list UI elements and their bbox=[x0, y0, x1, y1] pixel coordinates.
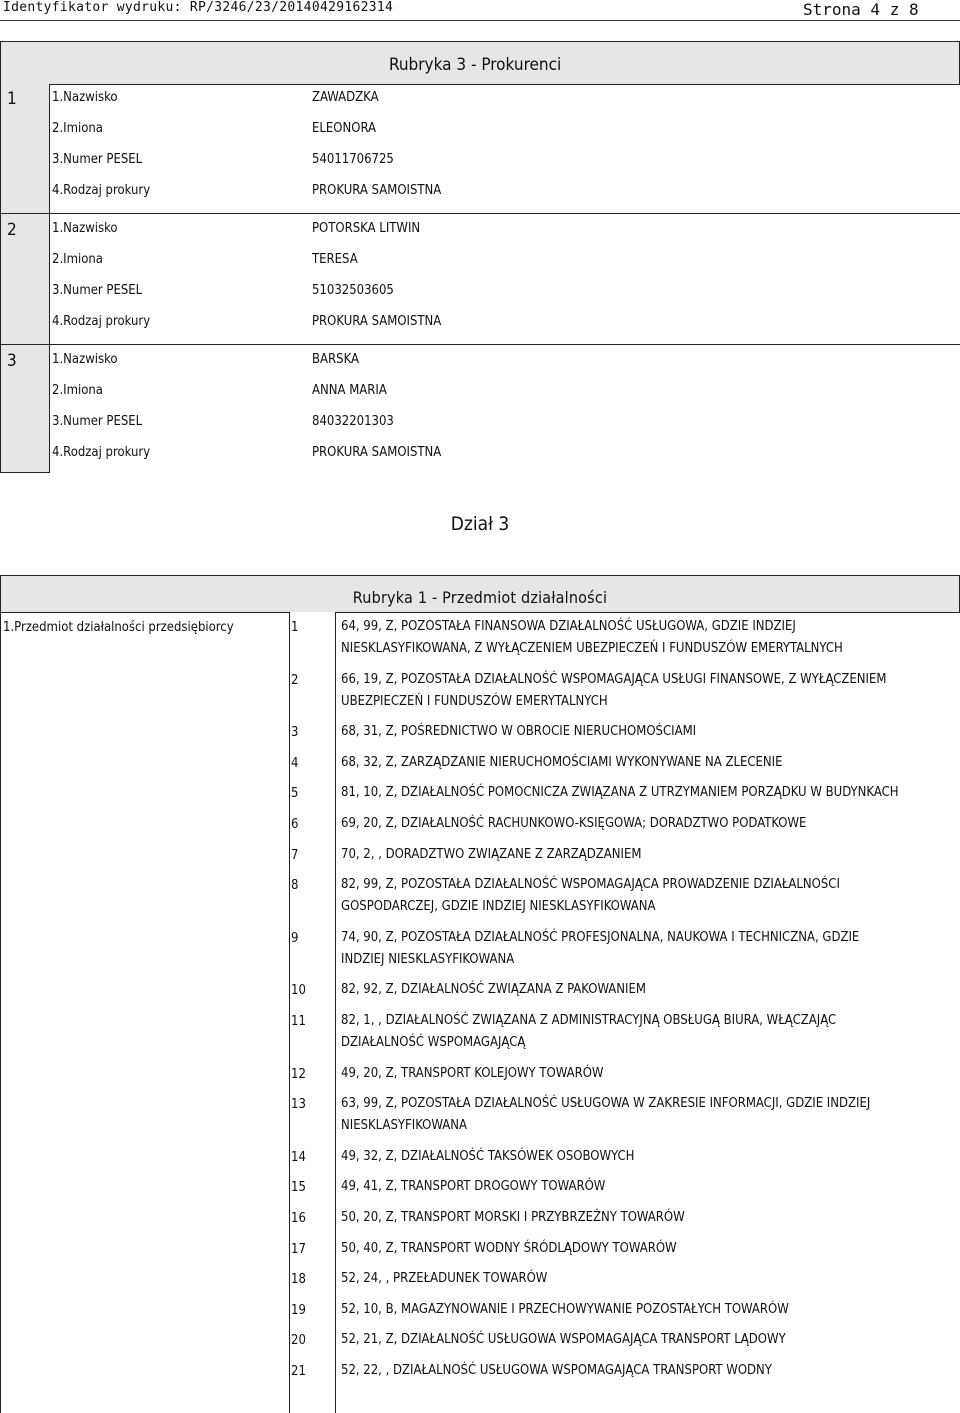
activity-description: 82, 1, , DZIAŁALNOŚĆ ZWIĄZANA Z ADMINISTRACYJNĄ OBSŁUGĄ BIURA, WŁĄCZAJĄC bbox=[341, 1013, 837, 1028]
activity-number: 18 bbox=[291, 1272, 306, 1288]
header-rule bbox=[0, 20, 960, 21]
rubryka3-title: Rubryka 3 - Prokurenci bbox=[389, 55, 562, 75]
page-number: Strona 4 z 8 bbox=[803, 0, 919, 19]
person-field-value: ELEONORA bbox=[312, 121, 377, 136]
activity-number: 5 bbox=[291, 786, 299, 802]
activity-number: 7 bbox=[291, 847, 299, 863]
person-field-label: 3.Numer PESEL bbox=[52, 152, 143, 167]
activity-description: UBEZPIECZEŃ I FUNDUSZÓW EMERYTALNYCH bbox=[341, 693, 608, 709]
activity-description: 81, 10, Z, DZIAŁALNOŚĆ POMOCNICZA ZWIĄZANA Z UTRZYMANIEM PORZĄDKU W BUDYNKACH bbox=[341, 785, 899, 801]
activity-description: 49, 20, Z, TRANSPORT KOLEJOWY TOWARÓW bbox=[341, 1065, 604, 1081]
rubryka1-title: Rubryka 1 - Przedmiot działalności bbox=[352, 588, 608, 607]
person-field-value: 54011706725 bbox=[312, 152, 394, 167]
activity-number: 1 bbox=[291, 620, 299, 635]
person-separator bbox=[0, 344, 49, 345]
person-field-label: 4.Rodzaj prokury bbox=[52, 445, 151, 460]
person-field-label: 1.Nazwisko bbox=[52, 90, 118, 105]
person-field-label: 3.Numer PESEL bbox=[52, 414, 143, 429]
activity-number: 11 bbox=[291, 1014, 306, 1029]
activity-number: 20 bbox=[291, 1333, 306, 1349]
rubryka3-content bbox=[49, 84, 960, 473]
activity-number: 2 bbox=[291, 672, 299, 688]
activity-description: 70, 2, , DORADZTWO ZWIĄZANE Z ZARZĄDZANIEM bbox=[341, 846, 642, 862]
activity-number: 17 bbox=[291, 1241, 306, 1257]
person-field-label: 2.Imiona bbox=[52, 121, 103, 136]
activity-description: DZIAŁALNOŚĆ WSPOMAGAJĄCĄ bbox=[341, 1035, 526, 1050]
person-field-label: 4.Rodzaj prokury bbox=[52, 314, 151, 329]
person-field-value: TERESA bbox=[312, 252, 358, 267]
activity-number: 21 bbox=[291, 1364, 306, 1379]
print-identifier: Identyfikator wydruku: RP/3246/23/20140429162314 bbox=[3, 0, 394, 15]
activity-number: 14 bbox=[291, 1149, 306, 1165]
activity-number: 6 bbox=[291, 817, 299, 832]
person-separator bbox=[49, 213, 960, 214]
activity-description: 68, 31, Z, POŚREDNICTWO W OBROCIE NIERUCHOMOŚCIAMI bbox=[341, 724, 697, 740]
person-field-label: 3.Numer PESEL bbox=[52, 283, 143, 298]
person-field-label: 1.Nazwisko bbox=[52, 352, 118, 367]
activity-description: 63, 99, Z, POZOSTAŁA DZIAŁALNOŚĆ USŁUGOWA W ZAKRESIE INFORMACJI, GDZIE INDZIEJ bbox=[341, 1096, 871, 1112]
activity-description: 52, 22, , DZIAŁALNOŚĆ USŁUGOWA WSPOMAGAJĄCA TRANSPORT WODNY bbox=[341, 1363, 772, 1378]
activity-description: 68, 32, Z, ZARZĄDZANIE NIERUCHOMOŚCIAMI WYKONYWANE NA ZLECENIE bbox=[341, 754, 783, 770]
section-title: Dział 3 bbox=[450, 513, 510, 535]
activity-description: 66, 19, Z, POZOSTAŁA DZIAŁALNOŚĆ WSPOMAGAJĄCA USŁUGI FINANSOWE, Z WYŁĄCZENIEM bbox=[341, 671, 887, 687]
activity-number: 8 bbox=[291, 878, 299, 894]
activity-number: 3 bbox=[291, 725, 299, 741]
activity-description: 50, 40, Z, TRANSPORT WODNY ŚRÓDLĄDOWY TOWARÓW bbox=[341, 1240, 677, 1256]
person-number: 1 bbox=[7, 89, 17, 109]
activity-description: NIESKLASYFIKOWANA bbox=[341, 1118, 467, 1134]
person-field-value: POTORSKA LITWIN bbox=[312, 221, 421, 236]
activity-description: 52, 10, B, MAGAZYNOWANIE I PRZECHOWYWANIE POZOSTAŁYCH TOWARÓW bbox=[341, 1301, 789, 1317]
person-field-value: PROKURA SAMOISTNA bbox=[312, 183, 442, 198]
activity-description: 52, 21, Z, DZIAŁALNOŚĆ USŁUGOWA WSPOMAGAJĄCA TRANSPORT LĄDOWY bbox=[341, 1332, 786, 1348]
person-field-label: 2.Imiona bbox=[52, 252, 103, 267]
activity-description: 69, 20, Z, DZIAŁALNOŚĆ RACHUNKOWO-KSIĘGOWA; DORADZTWO PODATKOWE bbox=[341, 816, 807, 831]
activity-number: 16 bbox=[291, 1211, 306, 1226]
person-field-value: 51032503605 bbox=[312, 283, 394, 298]
person-field-value: PROKURA SAMOISTNA bbox=[312, 445, 442, 460]
person-number: 2 bbox=[7, 220, 17, 240]
person-separator bbox=[0, 213, 49, 214]
activity-number: 13 bbox=[291, 1097, 306, 1113]
activity-description: 49, 32, Z, DZIAŁALNOŚĆ TAKSÓWEK OSOBOWYCH bbox=[341, 1148, 635, 1164]
activity-description: GOSPODARCZEJ, GDZIE INDZIEJ NIESKLASYFIKOWANA bbox=[341, 899, 656, 915]
activity-number: 9 bbox=[291, 930, 299, 946]
person-separator bbox=[49, 344, 960, 345]
person-field-value: PROKURA SAMOISTNA bbox=[312, 314, 442, 329]
person-number: 3 bbox=[7, 351, 17, 371]
activity-number: 15 bbox=[291, 1180, 306, 1196]
person-field-value: BARSKA bbox=[312, 352, 360, 367]
activity-description: INDZIEJ NIESKLASYFIKOWANA bbox=[341, 951, 515, 967]
field-label: 1.Przedmiot działalności przedsiębiorcy bbox=[3, 620, 234, 635]
person-field-label: 4.Rodzaj prokury bbox=[52, 183, 151, 198]
activity-number: 10 bbox=[291, 983, 306, 999]
person-field-value: ZAWADZKA bbox=[312, 90, 379, 105]
person-field-label: 2.Imiona bbox=[52, 383, 103, 398]
person-field-label: 1.Nazwisko bbox=[52, 221, 118, 236]
activity-number: 19 bbox=[291, 1302, 306, 1318]
activity-description: 64, 99, Z, POZOSTAŁA FINANSOWA DZIAŁALNOŚĆ USŁUGOWA, GDZIE INDZIEJ bbox=[341, 619, 796, 634]
activity-description: 52, 24, , PRZEŁADUNEK TOWARÓW bbox=[341, 1271, 548, 1287]
person-field-value: ANNA MARIA bbox=[312, 383, 387, 398]
activity-description: NIESKLASYFIKOWANA, Z WYŁĄCZENIEM UBEZPIECZEŃ I FUNDUSZÓW EMERYTALNYCH bbox=[341, 641, 843, 656]
person-field-value: 84032201303 bbox=[312, 414, 394, 429]
activity-description: 82, 92, Z, DZIAŁALNOŚĆ ZWIĄZANA Z PAKOWANIEM bbox=[341, 982, 646, 998]
activity-description: 50, 20, Z, TRANSPORT MORSKI I PRZYBRZEŻNY TOWARÓW bbox=[341, 1210, 685, 1225]
activity-description: 74, 90, Z, POZOSTAŁA DZIAŁALNOŚĆ PROFESJONALNA, NAUKOWA I TECHNICZNA, GDZIE bbox=[341, 929, 860, 945]
activity-description: 82, 99, Z, POZOSTAŁA DZIAŁALNOŚĆ WSPOMAGAJĄCA PROWADZENIE DZIAŁALNOŚCI bbox=[341, 877, 840, 893]
activity-number: 12 bbox=[291, 1066, 306, 1082]
activity-description: 49, 41, Z, TRANSPORT DROGOWY TOWARÓW bbox=[341, 1179, 606, 1195]
activity-number: 4 bbox=[291, 755, 299, 771]
